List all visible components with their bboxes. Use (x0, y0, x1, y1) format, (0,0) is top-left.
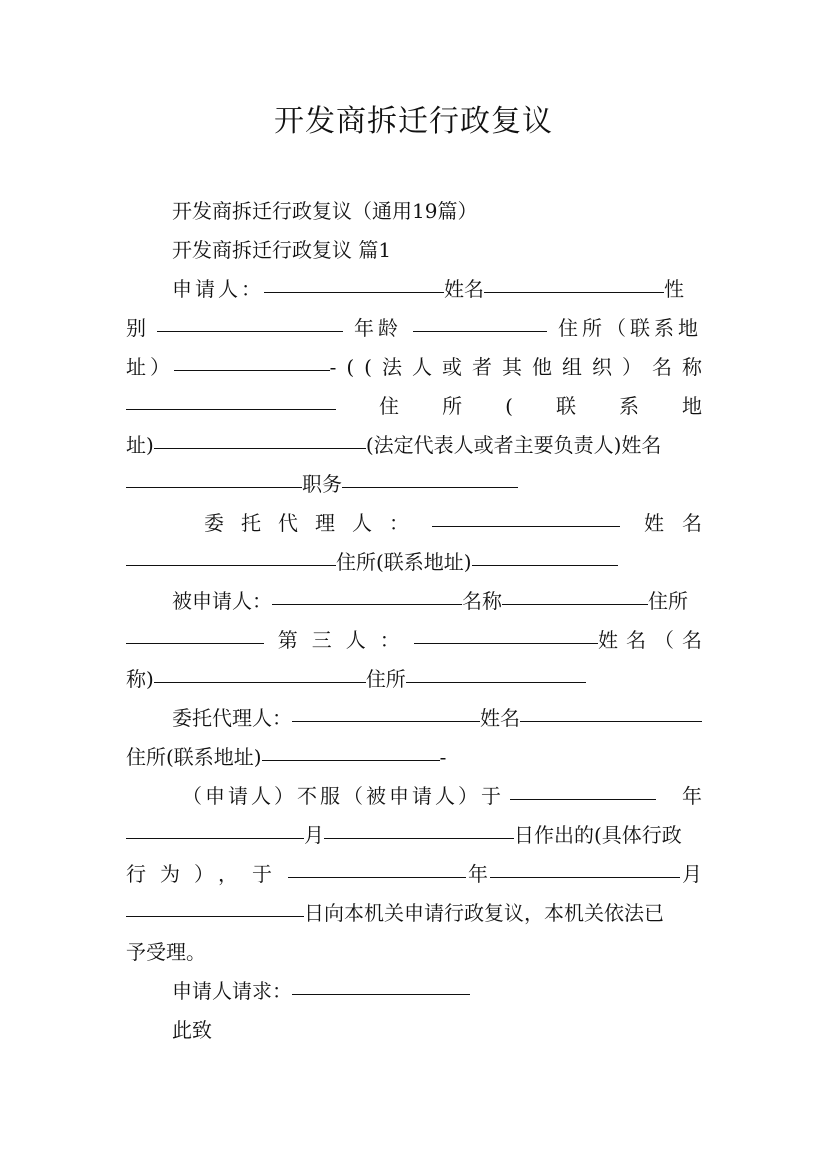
blank-field (126, 564, 336, 566)
in-text: 行为），于 (126, 862, 286, 886)
doc-line-5 (126, 348, 712, 387)
doc-line-10 (126, 543, 702, 582)
agent-label: 委托代理人： (204, 511, 426, 535)
gender-label-cont: 别 (126, 316, 146, 340)
address-label: 住所(联系地址) (336, 550, 472, 574)
doc-line-15 (126, 738, 702, 777)
blank-field (264, 291, 444, 293)
doc-line-22 (126, 1011, 702, 1050)
blank-field (413, 330, 547, 332)
blank-field (292, 993, 470, 995)
blank-field (126, 915, 304, 917)
address-label: 住所 (648, 589, 688, 613)
doc-line-13 (126, 660, 702, 699)
dispute-text: （申请人）不服（被申请人）于 (182, 784, 504, 808)
name-label: 姓名 (444, 277, 484, 301)
request-label: 申请人请求： (172, 979, 292, 1003)
doc-line-11 (126, 582, 702, 621)
gender-label: 性 (664, 277, 684, 301)
address-label: 住所(联系地址) (126, 745, 262, 769)
day-action-text: 日作出的(具体行政 (514, 823, 682, 847)
blank-field (126, 408, 336, 410)
applicant-label: 申请人： (172, 277, 264, 301)
blank-field (126, 837, 304, 839)
doc-line-8 (126, 465, 702, 504)
salutation: 此致 (172, 1018, 212, 1042)
blank-field (272, 603, 462, 605)
doc-line-18 (126, 855, 702, 894)
blank-field (472, 564, 618, 566)
doc-line-19 (126, 894, 702, 933)
blank-field (154, 681, 366, 683)
doc-line-1 (126, 192, 702, 231)
address-char: 所 (442, 394, 463, 418)
doc-line-12 (126, 621, 710, 660)
name-label: 姓名（名 (598, 628, 710, 652)
doc-line-7 (126, 426, 702, 465)
org-name-label: 名称 (462, 589, 502, 613)
blank-field (484, 291, 664, 293)
doc-line-3 (126, 270, 702, 309)
blank-field (432, 525, 620, 527)
address-label: 住所（联系地 (558, 316, 702, 340)
blank-field (157, 330, 343, 332)
doc-line-4 (126, 309, 702, 348)
blank-field (324, 837, 514, 839)
blank-field (154, 447, 366, 449)
month-label: 月 (682, 862, 702, 886)
doc-line-2 (126, 231, 702, 270)
day-apply-text: 日向本机关申请行政复议，本机关依法已 (304, 901, 664, 925)
doc-line-14 (126, 699, 702, 738)
year-label: 年 (682, 784, 702, 808)
address-char: 地 (682, 394, 702, 418)
address-char: 住 (379, 394, 400, 418)
address-label-cont: 址） (126, 355, 174, 379)
blank-field (262, 759, 440, 761)
legal-rep-label: (法定代表人或者主要负责人)姓名 (365, 433, 662, 457)
address-label: 住所 (365, 667, 406, 691)
accepted-text: 予受理。 (126, 940, 206, 964)
blank-field (342, 486, 518, 488)
blank-field (520, 720, 702, 722)
document-title: 开发商拆迁行政复议 (274, 104, 553, 139)
month-label: 月 (304, 823, 324, 847)
age-label: 年龄 (354, 316, 402, 340)
address-label-cont: 址) (126, 433, 154, 457)
blank-field (292, 720, 480, 722)
address-char: 联 (555, 394, 576, 418)
dash-mark: - (439, 745, 447, 769)
blank-field (126, 486, 302, 488)
doc-line-9 (126, 504, 720, 543)
position-label: 职务 (302, 472, 342, 496)
name-label: 姓名 (644, 511, 720, 535)
doc-line-17 (126, 816, 702, 855)
blank-field (174, 369, 330, 371)
year-label: 年 (468, 862, 488, 886)
name-label: 姓名 (480, 706, 520, 730)
doc-line-21 (126, 972, 702, 1011)
doc-line-6 (126, 387, 702, 426)
doc-line-20 (126, 933, 702, 972)
org-name-label: -((法人或者其他组织）名称 (329, 355, 712, 379)
blank-field (510, 798, 656, 800)
subtitle: 开发商拆迁行政复议（通用19篇） (172, 199, 478, 223)
respondent-label: 被申请人： (172, 589, 272, 613)
section-heading: 开发商拆迁行政复议 篇1 (172, 238, 392, 262)
doc-line-16 (126, 777, 702, 816)
blank-field (288, 876, 466, 878)
agent-label: 委托代理人： (172, 706, 292, 730)
third-party-label: 第三人： (277, 628, 414, 652)
blank-field (414, 642, 598, 644)
blank-field (406, 681, 586, 683)
address-char: 系 (618, 394, 639, 418)
name-label-cont: 称) (126, 667, 154, 691)
blank-field (126, 642, 264, 644)
blank-field (502, 603, 648, 605)
address-char: ( (505, 394, 513, 418)
blank-field (490, 876, 680, 878)
